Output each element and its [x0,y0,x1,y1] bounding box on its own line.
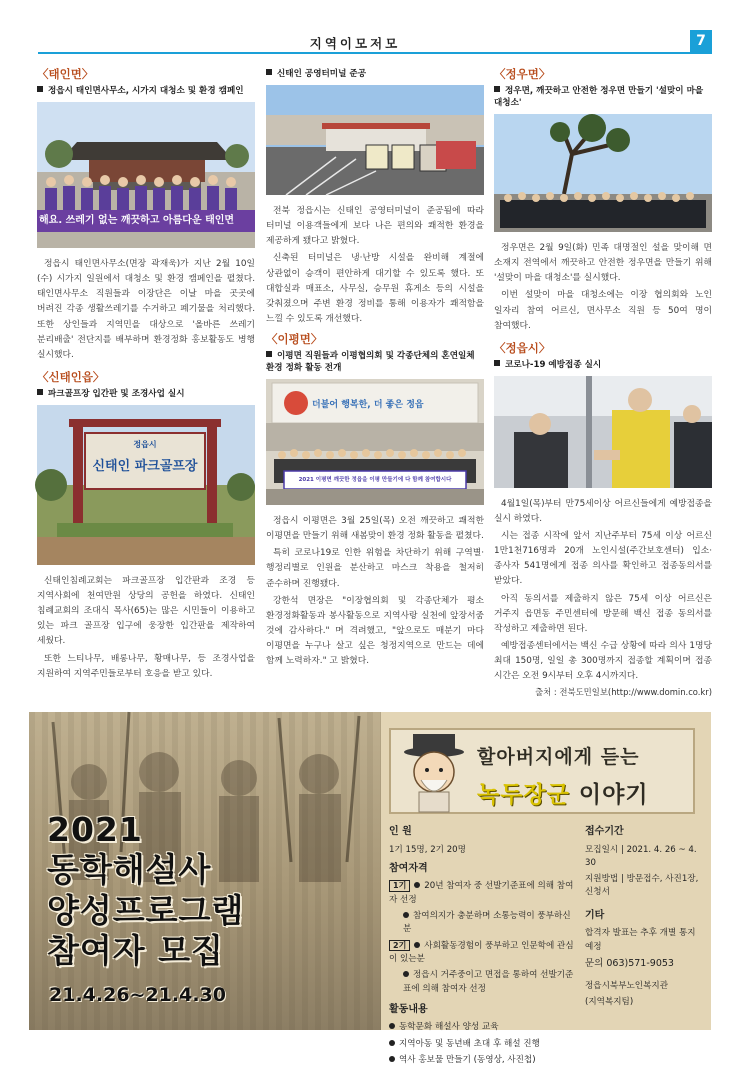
article-headline: 정읍시 태인면사무소, 시가지 대청소 및 환경 캠페인 [37,85,255,97]
article-photo [266,379,484,505]
article-ipyeong [266,331,484,669]
article-photo [494,376,712,488]
etc-heading: 기타 [585,909,605,921]
article-body: 정읍시 태인면사무소(면장 곽재욱)가 지난 2월 10일(수) 시가지 일원에서 대청소 및 환경 캠페인을 펼쳤다. 태인면사무소 직원들과 이장단은 이날 마을 곳곳에 버려진 각종 생활쓰레기를 수거하고 폐기물을 처리했다. 또한 상인들과 지역민을 대상으로 '올바른 쓰레기 분리배출' 전단지를 배부하며 환경정화 홍보활동도 병행 실시했다. [37,259,255,360]
article-body: 정우면은 2월 9일(화) 민족 대명절인 설을 맞이해 면 소재지 전역에서 깨끗하고 안전한 정우면을 만들기 위해 '설맞이 마을 대청소'를 실시했다. 이번 설맞이 마을 대청소에는 이장 협의회와 노인 일자리 참여 어르신, 면사무소 직원 등 50여 명이 참여했다. [494,243,712,331]
article-region: 〈이평면〉 [266,332,323,347]
square-bullet-icon [494,360,500,366]
etc-line: 합격자 발표는 추후 개별 통지 예정 [585,928,696,952]
article-source: 출처 : 전북도민일보(http://www.domin.co.kr) [535,687,712,698]
article-photo [37,102,255,248]
article-region: 〈신태인읍〉 [37,369,105,384]
article-headline: 이평면 직원들과 이평협의회 및 각종단체의 혼연일체 환경 정화 활동 전개 [266,351,475,374]
bullet-icon [403,912,409,918]
qualification-item: 참여의지가 충분하며 소통능력이 풍부하신 분 [403,910,571,935]
bullet-icon [414,942,420,948]
ad-banner-line2: 녹두장군 이야기 [477,782,649,808]
article-photo [37,405,255,565]
square-bullet-icon [37,86,43,92]
recruitment-ad [29,712,711,1065]
photo-banner-text: 해요. 쓰레기 없는 깨끗하고 아름다운 태인면 [39,215,235,227]
article-body: 전북 정읍시는 신태인 공영터미널이 준공됨에 따라 터미널 이용객들에게 보다 나은 편의와 쾌적한 환경을 제공하게 됐다고 밝혔다. 신축된 터미널은 냉·난방 시설을 완비해 계절에 상관없이 승객이 편안하게 대기할 수 있도록 했다. 또 대합실과 매표소, 사무실, 승무원 휴게소 등의 시설을 갖춰졌으며 주변 환경 정비를 통해 이용자가 쾌적함을 느낄 수 있도록 개선했다. [266,206,484,324]
term1-tag: 1기 [389,880,410,892]
activity-item: 역사 홍보물 만들기 (동영상, 사진첩) [389,1054,579,1067]
article-body: 4월1일(목)부터 만75세이상 어르신들에게 예방접종을 실시 하였다. 시는 접종 시작에 앞서 지난주부터 75세 이상 어르신 1만1천716명과 20개 노인시설(주간보호센터) 입소·종사자 541명에게 접종 의사를 확인하고 접종동의서를 받았다. 아직 동의서를 제출하지 않은 75세 이상 어르신은 거주지 읍면동 주민센터에 방문해 백신 접종 동의서를 작성하고 제출하면 된다. 예방접종센터에서는 백신 수급 상황에 따라 의사 1명당 최대 150명, 일일 총 300명까지 접종할 계획이며 접종 시간은 오전 9시부터 오후 4시까지다. [494,498,712,682]
column-3 [494,64,712,698]
ad-title: 2021 동학해설사 양성프로그램 참여자 모집 [47,810,245,970]
square-bullet-icon [494,86,500,92]
vaccination-photo [494,376,712,488]
square-bullet-icon [37,389,43,395]
article-body: 신태인침례교회는 파크골프장 입간판과 조경 등 지역사회에 천여만원 상당의 공헌을 하였다. 신태인 침례교회의 조대식 목사(65)는 많은 시민들이 이용하고 있는 파크 골프장 입구에 웅장한 입간판을 제작하여 세웠다. 또한 느티나무, 배롱나무, 황매나무, 등 조경사업을 지원하여 지역주민들로부터 호응을 받고 있다. [37,575,255,679]
article-photo [266,85,484,195]
sign-main-text: 신태인 파크골프장 [92,458,198,474]
ad-banner-line1: 할아버지에게 듣는 [477,746,640,768]
qualification-item: 1기 20년 참여자 중 선발기준표에 의해 참여자 선정 [389,881,574,905]
article-region: 〈태인면〉 [37,67,94,81]
column-1 [37,64,255,684]
activity-heading: 활동내용 [389,1003,428,1015]
article-headline: 정우면, 깨끗하고 안전한 정우면 만들기 '설맞이 마을 대청소' [494,86,704,109]
article-terminal [266,68,484,327]
article-sintaein [37,369,255,682]
period-heading: 접수기간 [585,826,624,837]
article-headline: 파크골프장 입간판 및 조경사업 실시 [37,388,255,400]
square-bullet-icon [266,69,272,75]
ad-historical-illustration [29,712,381,1030]
contact-line: 문의 063)571-9053 [585,957,674,969]
section-title: 지역이모저모 [309,36,401,51]
sign-small-text: 정읍시 [133,439,157,449]
page-number: 7 [690,30,712,52]
org-line2: (지역복지팀) [585,996,634,1007]
terminal-photo [266,85,484,195]
page-header [38,30,712,54]
qualification-item: 2기 사회활동경험이 풍부하고 인문학에 관심이 있는분 [389,940,574,964]
bullet-icon [403,971,409,977]
photo-banner-top-text: 더불어 행복한, 더 좋은 정읍 [312,400,424,411]
org-line1: 정읍시북부노인복지관 [585,980,669,991]
term2-tag: 2기 [389,940,410,952]
ad-dates: 21.4.26~21.4.30 [49,984,226,1006]
article-jeongu [494,66,712,334]
photo-banner-text: 2021 이평면 깨끗한 정읍을 이평 만들기에 다 함께 참여합시다 [298,477,452,484]
method-value: 지원방법 | 방문접수, 사진1장, 신청서 [585,874,699,898]
activity-item: 동학문화 해설사 양성 교육 [389,1021,579,1034]
article-photo [494,114,712,232]
article-headline: 코로나-19 예방접종 실시 [494,359,712,371]
article-region: 〈정우면〉 [494,67,551,81]
bullet-icon [389,1040,395,1046]
bullet-icon [389,1056,395,1062]
period-value: 모집일시 | 2021. 4. 26 ~ 4. 30 [585,844,697,868]
article-region: 〈정읍시〉 [494,340,551,355]
ad-banner [389,728,695,814]
ad-info-right [585,824,705,1012]
column-2 [266,64,484,671]
golf-sign-photo [37,405,255,565]
article-headline: 신태인 공영터미널 준공 [266,68,484,80]
ad-info-left [389,824,579,1070]
bullet-icon [389,1023,395,1029]
grandfather-character-icon [399,732,469,814]
people-value: 1기 15명, 2기 20명 [389,844,466,855]
bullet-icon [414,882,420,888]
article-jeongeup [494,340,712,699]
square-bullet-icon [266,351,272,357]
jeongu-group-photo [494,114,712,232]
article-taein [37,66,255,363]
activity-item: 지역아동 및 동년배 초대 후 해설 진행 [389,1038,579,1051]
people-heading: 인 원 [389,826,412,837]
qualification-heading: 참여자격 [389,862,428,874]
qualification-item: 정읍시 거주중이고 면접을 통하여 선발기준표에 의해 참여자 선정 [403,970,574,994]
article-body: 정읍시 이평면은 3월 25일(목) 오전 깨끗하고 쾌적한 이평면을 만들기 위해 새봄맞이 환경 정화 활동을 펼쳤다. 특히 코로나19로 인한 위험을 차단하기 위해 구역별·행정리별로 인원을 분산하고 마스크 착용을 철저히 준수하며 진행됐다. 강한석 면장은 "이장협의회 및 각종단체가 평소 환경정화활동과 봉사활동으로 지역사랑 실천에 앞장서줌 것에 감사하다." 며 격려했고, "앞으로도 매분기 마다 이평면을 누구나 살고 싶은 청정지역으로 만드는 데에 함께 노력하자." 고 밝혔다. [266,516,484,667]
